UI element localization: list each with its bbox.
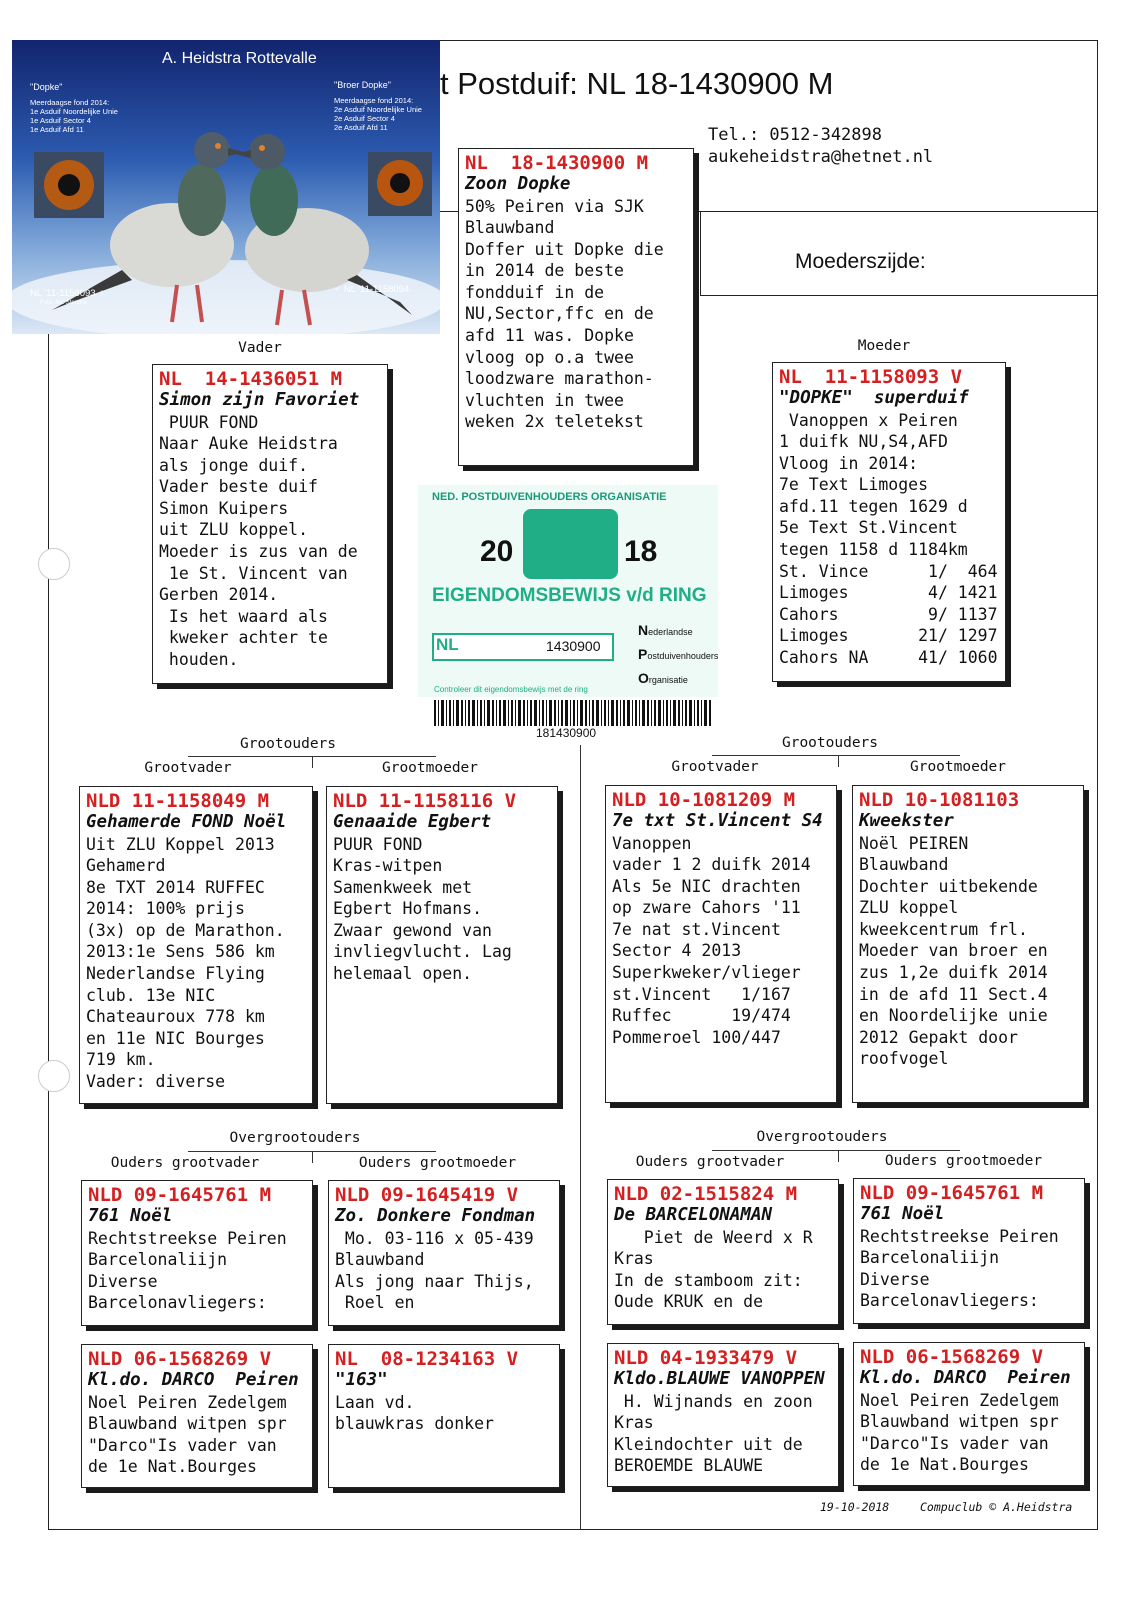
ring-number: NLD 09-1645761 M: [88, 1184, 272, 1206]
email-text: aukeheidstra@hetnet.nl: [708, 147, 934, 167]
label-grootvader-right: Grootvader: [671, 759, 759, 775]
label-overgrootouders-right: Overgrootouders: [756, 1129, 888, 1145]
ring-number: NLD 04-1933479 V: [614, 1347, 798, 1369]
pigeon-photo: [12, 40, 440, 334]
cert-npo-p: ostduivenhouders: [647, 651, 719, 661]
pigeon-description: Laan vd. blauwkras donker: [335, 1392, 494, 1434]
moederszijde-label: Moederszijde:: [795, 250, 926, 273]
cert-year-left: 20: [480, 535, 514, 568]
pigeon-description: Piet de Weerd x R Kras In de stamboom zit: Oude KRUK en de: [614, 1227, 813, 1312]
pigeon-name: Kl.do. DARCO Peiren: [860, 1368, 1071, 1388]
ring-number: NLD 11-1158116 V: [333, 790, 517, 812]
card-grootmoeder-vaderszijde: [326, 786, 558, 1104]
page-title: t Postduif: NL 18-1430900 M: [440, 66, 834, 101]
photo-title: A. Heidstra Rottevalle: [162, 50, 317, 67]
pigeon-description: Noël PEIREN Blauwband Dochter uitbekende ZLU koppel kweekcentrum frl. Moeder van broer en zus 1,2e duifk 2014 in de afd 11 Sect.4 en Noordelijke unie 2012 Gepakt door roofvogel: [859, 833, 1048, 1069]
pigeon-description: Uit ZLU Koppel 2013 Gehamerd 8e TXT 2014 RUFFEC 2014: 100% prijs (3x) op de Marathon. 2013:1e Sens 586 km Nederlandse Flying club. 13e NIC Chateauroux 778 km en 11e NIC Bourges 719 km. Vader: diverse: [86, 834, 285, 1092]
pigeon-name: Gehamerde FOND Noël: [86, 812, 287, 832]
pigeon-name: Zoon Dopke: [465, 174, 571, 194]
cert-npo-n: ederlandse: [648, 627, 693, 637]
ring-number: NL 14-1436051 M: [159, 368, 343, 390]
bracket-tick: [838, 1150, 839, 1162]
ring-number: NLD 10-1081103: [859, 789, 1020, 811]
label-overgrootouders-left: Overgrootouders: [229, 1130, 361, 1146]
ring-number: NL 18-1430900 M: [465, 152, 649, 174]
ring-number: NLD 06-1568269 V: [88, 1348, 272, 1370]
bracket-line: [712, 755, 960, 756]
pigeon-name: 761 Noël: [88, 1206, 173, 1226]
label-vader: Vader: [238, 340, 282, 356]
footer-credit: Compuclub © A.Heidstra: [920, 1500, 1073, 1514]
cert-emblem: [523, 509, 618, 579]
cert-footer: Controleer dit eigendomsbewijs met de ring: [434, 685, 588, 694]
photo-left-credit: Foto: Nic Stendra: [40, 300, 87, 306]
label-ouders-grootmoeder-left: Ouders grootmoeder: [358, 1155, 517, 1171]
pigeon-description: H. Wijnands en zoon Kras Kleindochter uit de BEROEMDE BLAUWE: [614, 1391, 813, 1476]
card-grootmoeder-moederszijde: [852, 785, 1084, 1103]
ring-number: NL 08-1234163 V: [335, 1348, 519, 1370]
card-overgrootvader-4: [607, 1343, 839, 1487]
pigeon-name: 7e txt St.Vincent S4: [612, 811, 823, 831]
label-grootmoeder-left: Grootmoeder: [381, 760, 479, 776]
bracket-line: [712, 1150, 960, 1151]
cert-npo-o: rganisatie: [648, 675, 688, 685]
pigeon-name: Kweekster: [859, 811, 954, 831]
label-grootouders-left: Grootouders: [239, 736, 337, 752]
ring-number: NLD 09-1645419 V: [335, 1184, 519, 1206]
label-ouders-grootmoeder-right: Ouders grootmoeder: [884, 1153, 1043, 1169]
pigeon-name: "DOPKE" superduif: [779, 388, 969, 408]
pigeon-name: 761 Noël: [860, 1204, 945, 1224]
cert-year-right: 18: [624, 535, 658, 568]
pigeon-description: PUUR FOND Kras-witpen Samenkweek met Egbert Hofmans. Zwaar gewond van invliegvlucht. Lag helemaal open.: [333, 834, 512, 984]
pigeon-description: Rechtstreekse Peiren Barcelonaliijn Diverse Barcelonavliegers:: [88, 1228, 287, 1313]
pigeon-name: De BARCELONAMAN: [614, 1205, 773, 1225]
pigeon-description: Vanoppen x Peiren 1 duifk NU,S4,AFD Vloog in 2014: 7e Text Limoges afd.11 tegen 1629 d 5e Text St.Vincent tegen 1158 d 1184km St. Vince 1/ 464 Limoges 4/ 1421 Cahors 9/ 1137 Limoges 21/ 1297 Cahors NA 41/ 1060: [779, 410, 998, 668]
pigeon-name: "163": [335, 1370, 388, 1390]
card-grootvader-vaderszijde: [79, 786, 313, 1104]
photo-left-ring: NL '11-1158093 ♀: [30, 288, 106, 299]
card-vader: [152, 364, 388, 684]
photo-left-text: Meerdaagse fond 2014: 1e Asduif Noordelijke Unie 1e Asduif Sector 4 1e Asduif Afd 11: [30, 98, 118, 134]
photo-right-label: "Broer Dopke": [334, 80, 391, 90]
pigeon-description: Noel Peiren Zedelgem Blauwband witpen spr "Darco"Is vader van de 1e Nat.Bourges: [88, 1392, 287, 1477]
label-grootouders-right: Grootouders: [781, 735, 879, 751]
card-moeder: [772, 362, 1006, 682]
pigeon-description: 50% Peiren via SJK Blauwband Doffer uit Dopke die in 2014 de beste fondduif in de NU,Sector,ffc en de afd 11 was. Dopke vloog op o.a twee loodzware marathon- vluchten in twee weken 2x teletekst: [465, 196, 664, 432]
pigeon-description: Noel Peiren Zedelgem Blauwband witpen spr "Darco"Is vader van de 1e Nat.Bourges: [860, 1390, 1059, 1475]
cert-ring-number: 1430900: [546, 638, 601, 654]
footer-date: 19-10-2018: [820, 1500, 890, 1514]
ring-number: NLD 10-1081209 M: [612, 789, 796, 811]
label-ouders-grootvader-right: Ouders grootvader: [635, 1154, 785, 1170]
photo-left-label: "Dopke": [30, 82, 63, 92]
card-overgrootvader-2: [607, 1179, 839, 1325]
pigeon-name: Genaaide Egbert: [333, 812, 492, 832]
card-grootvader-moederszijde: [605, 785, 837, 1103]
photo-right-ring: ♂ NL '11-1158094: [334, 284, 410, 295]
card-overgrootmoeder-3: [328, 1344, 560, 1488]
tel-text: Tel.: 0512-342898: [708, 125, 882, 145]
cert-country: NL: [436, 635, 459, 654]
photo-right-text: Meerdaagse fond 2014: 2e Asduif Noordelijke Unie 2e Asduif Sector 4 2e Asduif Afd 11: [334, 96, 422, 132]
ring-number: NLD 06-1568269 V: [860, 1346, 1044, 1368]
bracket-tick: [838, 755, 839, 767]
ring-number: NLD 09-1645761 M: [860, 1182, 1044, 1204]
ring-number: NL 11-1158093 V: [779, 366, 963, 388]
ring-number: NLD 02-1515824 M: [614, 1183, 798, 1205]
ring-number: NLD 11-1158049 M: [86, 790, 270, 812]
bracket-tick: [312, 756, 313, 768]
label-grootmoeder-right: Grootmoeder: [909, 759, 1007, 775]
punch-hole-top: [38, 548, 70, 580]
cert-npo: Nederlandse Postduivenhouders Organisatie: [638, 622, 719, 686]
ring-certificate: [418, 485, 718, 697]
barcode: [434, 700, 712, 726]
pigeon-description: Mo. 03-116 x 05-439 Blauwband Als jong naar Thijs, Roel en: [335, 1228, 534, 1313]
punch-hole-bottom: [38, 1060, 70, 1092]
pigeon-description: Rechtstreekse Peiren Barcelonaliijn Diverse Barcelonavliegers:: [860, 1226, 1059, 1311]
card-overgrootvader-3: [81, 1344, 313, 1488]
pigeon-name: Zo. Donkere Fondman: [335, 1206, 536, 1226]
label-moeder: Moeder: [857, 338, 911, 354]
bracket-tick: [312, 1151, 313, 1163]
card-overgrootmoeder-2: [853, 1178, 1085, 1324]
card-overgrootmoeder-1: [328, 1180, 560, 1326]
barcode-number: 181430900: [536, 726, 597, 740]
label-ouders-grootvader-left: Ouders grootvader: [110, 1155, 260, 1171]
card-overgrootmoeder-4: [853, 1342, 1085, 1486]
card-subject: [458, 148, 694, 466]
pigeon-description: Vanoppen vader 1 2 duifk 2014 Als 5e NIC drachten op zware Cahors '11 7e nat st.Vincent Sector 4 2013 Superkweker/vlieger st.Vincent 1/167 Ruffec 19/474 Pommeroel 100/447: [612, 833, 811, 1047]
pigeon-name: Kl.do. DARCO Peiren: [88, 1370, 299, 1390]
cert-org: NED. POSTDUIVENHOUDERS ORGANISATIE: [432, 491, 667, 503]
pigeon-name: Simon zijn Favoriet: [159, 390, 360, 410]
pigeon-description: PUUR FOND Naar Auke Heidstra als jonge duif. Vader beste duif Simon Kuipers uit ZLU koppel. Moeder is zus van de 1e St. Vincent van Gerben 2014. Is het waard als kweker achter te houden.: [159, 412, 358, 670]
center-divider: [580, 745, 581, 1530]
label-grootvader-left: Grootvader: [144, 760, 232, 776]
pigeon-name: Kldo.BLAUWE VANOPPEN: [614, 1369, 825, 1389]
card-overgrootvader-1: [81, 1180, 313, 1326]
cert-title: EIGENDOMSBEWIJS v/d RING: [432, 585, 707, 606]
